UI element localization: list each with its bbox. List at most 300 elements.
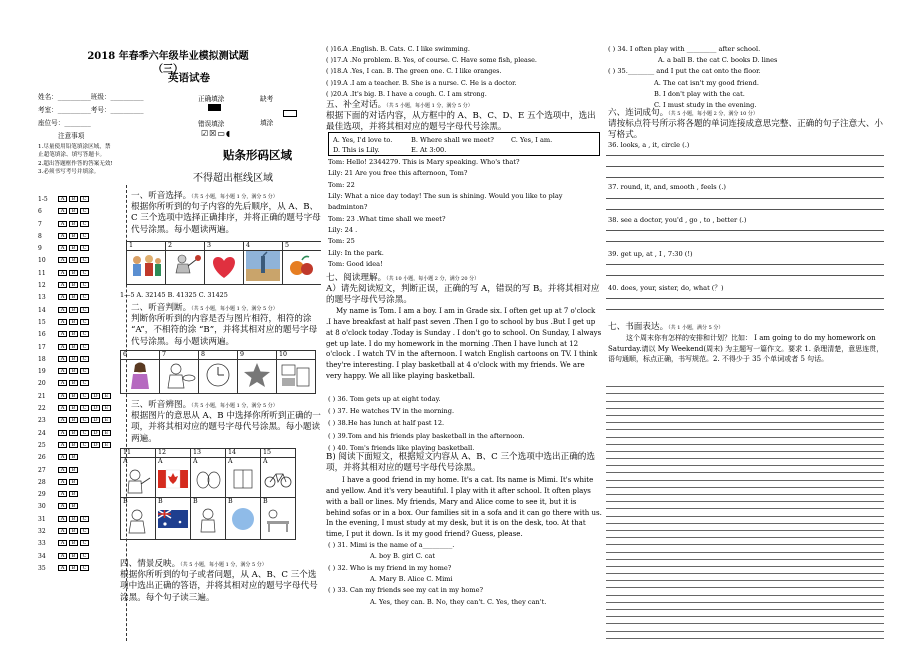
answer-bubble[interactable]: B [69,565,78,571]
answer-bubble[interactable]: A [58,368,67,374]
writing-section [608,321,884,364]
answer-bubble[interactable]: B [69,467,78,473]
answer-row [38,230,113,242]
essay-line[interactable] [606,459,884,466]
question-item[interactable]: ( ) 39.Tom and his friends play basketball in the afternoon. [328,431,525,440]
answer-bubble[interactable]: B [69,294,78,300]
answer-bubble[interactable]: B [69,503,78,509]
answer-bubble[interactable]: A [58,380,67,386]
answer-bubble[interactable]: A [58,294,67,300]
answer-bubble[interactable]: B [69,257,78,263]
listening-section-4 [120,559,320,604]
essay-line[interactable] [606,617,884,624]
section-score: （共 5 小题，每小题 1 分，满分 5 分） [191,306,278,312]
essay-line[interactable] [606,416,884,423]
picture-table-2 [120,350,316,394]
note-item: 2.超出答题框作答的答案无效! [38,160,113,167]
question-number: 29 [38,491,46,499]
question-number: 21 [38,392,46,400]
answer-bubble[interactable]: B [69,479,78,485]
writing-panel [606,40,884,646]
answer-row [38,205,113,217]
answer-bubble[interactable]: E [102,442,111,448]
essay-line[interactable] [606,502,884,509]
answer-row [38,291,113,303]
reading-panel [326,40,602,646]
pic-num: 11 [121,449,156,458]
answer-bubble[interactable]: C [80,257,89,263]
answer-bubble[interactable]: B [69,380,78,386]
answer-bubble[interactable]: A [58,540,67,546]
question-number: 32 [38,528,46,536]
pic-num: 13 [191,449,226,458]
essay-line[interactable] [606,394,884,401]
no-cross-warning: 不得超出框线区域 [193,173,273,184]
essay-line[interactable] [606,423,884,430]
section-score: （共 5 小题，每小题 1 分，满分 5 分） [191,403,278,409]
dialog-lines [328,157,600,270]
section-score: （共 1 小题，满分 5 分） [668,325,724,331]
essay-line[interactable] [606,610,884,617]
dialog-line: Tom: Good idea! [328,259,383,268]
pic-num: 7 [160,351,199,360]
question-number: 9 [38,245,42,253]
question-item[interactable]: ( ) 33. Can my friends see my cat in my home? [328,586,484,595]
essay-line[interactable] [606,624,884,631]
answer-bubble[interactable]: C [80,417,89,423]
essay-line[interactable] [606,567,884,574]
exam-room-field[interactable]: 考室：__________考号：__________ [38,106,144,114]
question-number: 16 [38,331,46,339]
picture-cook [160,360,199,394]
answer-bubble[interactable]: C [80,368,89,374]
essay-line[interactable] [606,603,884,610]
answer-bubble[interactable]: A [58,479,67,485]
answer-line[interactable] [606,209,884,210]
answer-bubble[interactable]: B [69,307,78,313]
answer-row [38,414,113,426]
answer-row [38,464,113,476]
answer-bubble[interactable]: C [80,319,89,325]
reading-a-questions [328,393,525,454]
subject-title: 英语试卷 [168,72,210,84]
answer-bubble[interactable]: B [69,430,78,436]
answer-bubble[interactable]: A [58,442,67,448]
absent-label: 缺考 [260,95,274,103]
answer-bubble[interactable]: C [80,208,89,214]
picture-player [166,251,205,285]
answer-bubble[interactable]: A [58,553,67,559]
option-e: E. At 3:00. [411,146,447,155]
section-title: 五、补全对话。 [326,100,387,110]
question-item[interactable]: ( ) 37. He watches TV in the morning. [328,407,455,416]
question-options: A. Yes, they can. B. No, they can't. C. Yes, they can't. [370,597,547,606]
answer-bubble[interactable]: C [80,528,89,534]
answer-bubble[interactable]: C [80,270,89,276]
answer-line[interactable] [606,166,884,167]
answer-bubble[interactable]: C [80,307,89,313]
essay-line[interactable] [606,430,884,437]
answer-bubble[interactable]: B [69,319,78,325]
pic-num: 3 [205,242,244,251]
essay-line[interactable] [606,581,884,588]
answer-bubble[interactable]: B [69,270,78,276]
answer-bubble[interactable]: A [58,430,67,436]
answer-line[interactable] [606,298,884,299]
question-number: 8 [38,232,42,240]
answer-bubble[interactable]: C [80,344,89,350]
pic-num: 1 [127,242,166,251]
pic-num: 6 [121,351,160,360]
question-item[interactable]: ( ) 38.He has lunch at half past 12. [328,419,445,428]
section-title: 三、听音辨图。 [131,400,192,410]
answer-row [38,328,113,340]
question-number: 20 [38,380,46,388]
answer-bubble[interactable]: A [58,356,67,362]
section-desc: A）请先阅读短文，判断正误，正确的写 A，错误的写 B。并将其相对应的题号字母代号涂黑。 [326,284,600,306]
answer-row [38,537,113,549]
question-item[interactable]: ( )16.A .English. B. Cats. C. I like swimming. [326,45,470,53]
section-title: 二、听音判断。 [131,303,192,313]
pic-num: 2 [166,242,205,251]
passage-b: I have a good friend in my home. It's a cat. Its name is Mimi. It's white and yellow. And it's very beautiful. I play with it after school. It often plays with a ball or lines. My friends, Mary and Alice come to see it, but it is behind sofas or in a box. Our families sit in a sofa and it can go there with us. In the evening, I must study at my desk, but it is on the desk, too. At that time, I put it down. Is it my good friend? Guess, please. [326,476,602,539]
answer-bubble[interactable]: C [80,540,89,546]
answer-bubble[interactable]: A [58,344,67,350]
answer-row [38,476,113,488]
essay-line[interactable] [606,517,884,524]
essay-line[interactable] [606,553,884,560]
answer-bubble[interactable]: C [80,516,89,522]
section-title: 七、阅读理解。 [326,273,387,283]
essay-line[interactable] [606,380,884,387]
essay-line[interactable] [606,531,884,538]
answer-bubble[interactable]: C [80,405,89,411]
notes-list [38,143,116,177]
answer-bubble[interactable]: C [80,430,89,436]
answer-bubble[interactable]: B [69,454,78,460]
section-score: （共 5 小题，每小题 1 分，满分 5 分） [180,562,267,568]
answer-row [38,353,113,365]
essay-line[interactable] [606,495,884,502]
answer-bubble[interactable]: A [58,196,67,202]
answer-bubble[interactable]: A [58,221,67,227]
answer-bubble[interactable]: B [69,553,78,559]
essay-line[interactable] [606,409,884,416]
question-options: A. boy B. girl C. cat [370,552,435,561]
pic-num: 9 [238,351,277,360]
correct-fill-label: 正确填涂 [198,95,225,103]
answer-bubble[interactable]: B [69,540,78,546]
answer-bubble[interactable]: B [69,405,78,411]
question-option: B. I don't play with the cat. [654,89,745,98]
answer-bubble[interactable]: C [80,221,89,227]
essay-line[interactable] [606,574,884,581]
section-desc: 判断你所听到的内容是否与图片相符，相符的涂 “A”，不相符的涂 “B”，并将其相对应的题号字母代号涂黑。每小题读两遍。 [131,314,318,347]
answer-bubble[interactable]: B [69,344,78,350]
question-number: 17 [38,343,46,351]
answer-bubble[interactable]: C [80,356,89,362]
dialog-section [326,100,602,134]
answer-bubble[interactable]: E [102,405,111,411]
answer-bubble[interactable]: C [80,233,89,239]
answer-bubble[interactable]: A [58,417,67,423]
answer-row [38,267,113,279]
answer-line[interactable] [606,275,884,276]
answer-row [38,390,113,402]
bubble-column [38,193,113,574]
question-number: 33 [38,540,46,548]
picture-fruit [283,251,322,285]
answer-bubble[interactable]: A [58,491,67,497]
question-number: 12 [38,282,46,290]
answer-bubble[interactable]: A [58,528,67,534]
answer-row [38,365,113,377]
dialog-line: Tom: Hello! 2344279. This is Mary speaking. Who's that? [328,158,520,166]
question-options: A. Mary B. Alice C. Mimi [370,574,453,583]
answer-bubble[interactable]: C [80,565,89,571]
option-a-cell: A [121,458,156,498]
picture-room [277,360,316,394]
answer-row [38,193,113,205]
answer-bubble[interactable]: D [91,393,100,399]
essay-line[interactable] [606,466,884,473]
reading-b-questions [328,540,546,608]
australia-flag-icon: B [156,498,191,540]
answer-bubble[interactable]: B [69,368,78,374]
answer-line[interactable] [606,241,884,242]
question-number: 24 [38,429,46,437]
question-item[interactable]: ( ) 34. I often play with _________ after school. [608,45,761,53]
essay-line[interactable] [606,588,884,595]
answer-bubble[interactable]: B [69,331,78,337]
answer-bubble[interactable]: D [91,417,100,423]
star-icon [238,360,277,394]
picture-window: A [226,458,261,498]
option-a: A. Yes, I'd love to. [333,136,393,144]
answer-row [38,377,113,389]
reading-section [326,273,602,307]
section-score: （共 5 小题，每小题 1 分，满分 5 分） [191,194,278,200]
answer-bubble[interactable]: A [58,245,67,251]
question-number: 23 [38,417,46,425]
answer-row [38,500,113,512]
seat-field[interactable]: 座位号：________ [38,119,91,127]
essay-line[interactable] [606,473,884,480]
answer-bubble[interactable]: A [58,331,67,337]
answer-bubble[interactable]: B [69,208,78,214]
answer-bubble[interactable]: D [91,430,100,436]
answer-row [38,242,113,254]
essay-line[interactable] [606,632,884,639]
essay-line[interactable] [606,509,884,516]
answer-bubble[interactable]: B [69,245,78,251]
option-b: B. Where shall we meet? [411,136,494,144]
answer-bubble[interactable]: A [58,405,67,411]
question-item[interactable]: ( )18.A .Yes, I can. B. The green one. C. I like oranges. [326,67,502,76]
answer-bubble[interactable]: E [102,393,111,399]
section-desc: 根据你所听到的句子或者问题，从 A、B、C 三个选项中选出正确的答语，并将其相对应的题号字母代号涂黑。每个句子读三遍。 [120,570,318,603]
answer-bubble[interactable]: A [58,454,67,460]
section-score: （共 5 小题，每小题 2 分，满分 10 分） [668,111,758,117]
answer-bubble[interactable]: C [80,294,89,300]
answer-bubble[interactable]: C [80,553,89,559]
listening-section-3 [131,400,321,445]
section-title: 四、情景反映。 [120,559,181,569]
pic-num: 5 [283,242,322,251]
answer-bubble[interactable]: A [58,270,67,276]
question-number: 25 [38,441,46,449]
wrong-fill-sample-icon: ☑☒▭◖ [201,129,232,138]
essay-line[interactable] [606,538,884,545]
question-number: 22 [38,405,46,413]
dialog-line: Tom: 23 .What time shall we meet? [328,214,446,223]
question-number: 30 [38,503,46,511]
question-item[interactable]: ( ) 40. Tom's friends like playing basketball. [328,443,475,452]
answer-bubble[interactable]: A [58,503,67,509]
answer-row [38,427,113,439]
answer-bubble[interactable]: C [80,380,89,386]
answer-bubble[interactable]: A [58,233,67,239]
word-item: 36. looks, a , it, circle (.) [608,141,690,149]
essay-line[interactable] [606,596,884,603]
answer-bubble[interactable]: A [58,516,67,522]
listening-section-1 [131,191,321,236]
option-d: D. This is Lily. [333,146,380,155]
essay-line[interactable] [606,481,884,488]
order-choices: 1—5 A. 32145 B. 41325 C. 31425 [120,291,228,299]
notes-title: 注意事项 [58,132,85,140]
option-b-cell: B [121,498,156,540]
answer-bubble[interactable]: A [58,319,67,325]
essay-line[interactable] [606,488,884,495]
answer-bubble[interactable]: B [69,528,78,534]
picture-woman [121,360,160,394]
wrong-fill-label: 错误填涂 [198,120,225,128]
essay-line[interactable] [606,438,884,445]
question-item[interactable]: ( ) 32. Who is my friend in my home? [328,563,452,572]
question-number: 18 [38,355,46,363]
word-item: 40. does, your, sister, do, what (？) [608,284,724,292]
answer-line[interactable] [606,155,884,156]
pic-num: 15 [261,449,296,458]
answer-line[interactable] [606,264,884,265]
answer-row [38,316,113,328]
note-item: 1.尽量使用铅笔填涂区域，禁止超笔填涂、填写答题卡。 [38,144,111,159]
clock-icon [199,360,238,394]
answer-row [38,513,113,525]
question-number: 6 [38,208,42,216]
absent-checkbox[interactable] [283,110,297,117]
section-title: 七、书面表达。 [608,322,669,332]
passage-a: My name is Tom. I am a boy. I am in Grade six. I often get up at 7 o'clock .I have breakfast at half past seven .Then I go to school by bus .But I get up at 8 o'clock today .Today is Sunday . I don't go to school. On Sunday, I always get up late. I do my homework in the morning .Then I have lunch at 12 o'clock . I watch TV in the afternoon. I watch English cartoons on TV. I think they're interesting. I play basketball at 4 o'clock with my friends. We are very happy. We all like playing basketball. [326,307,602,381]
answer-bubble[interactable]: D [91,442,100,448]
essay-line[interactable] [606,545,884,552]
answer-bubble[interactable]: D [91,405,100,411]
question-number: 34 [38,552,46,560]
dialog-line: Tom: 25 [328,237,355,246]
question-number: 1-5 [38,196,48,203]
canada-flag-icon: A [156,458,191,498]
q34-35 [608,44,777,111]
picture-desk: B [261,498,296,540]
answer-bubble[interactable]: A [58,282,67,288]
answer-bubble[interactable]: E [102,417,111,423]
section-desc: 根据图片的意思从 A、B 中选择你所听到正确的一项，并将其相对应的题号字母代号涂黑。每小题读两遍。 [131,411,321,444]
answer-line[interactable] [606,309,884,310]
picture-statue [244,251,283,285]
option-c: C. Yes, I am. [511,136,553,144]
answer-bubble[interactable]: A [58,257,67,263]
answer-bubble[interactable]: B [69,233,78,239]
essay-line[interactable] [606,560,884,567]
essay-line[interactable] [606,387,884,394]
essay-area[interactable] [606,380,884,639]
answer-row [38,550,113,562]
word-item: 38. see a doctor, you'd , go , to , better (.) [608,216,747,224]
name-class-field[interactable]: 姓名：__________班级：__________ [38,93,144,101]
answer-line[interactable] [606,198,884,199]
note-item: 3.必须书写考号并填涂。 [38,169,100,176]
answer-bubble[interactable]: B [69,221,78,227]
answer-bubble[interactable]: B [69,516,78,522]
answer-bubble[interactable]: B [69,442,78,448]
answer-bubble[interactable]: C [80,245,89,251]
question-item[interactable]: ( ) 31. Mimi is the name of a_________. [328,541,455,549]
answer-line[interactable] [606,177,884,178]
listening-section-2 [131,303,321,348]
question-number: 14 [38,306,46,314]
essay-line[interactable] [606,524,884,531]
answer-bubble[interactable]: C [80,393,89,399]
question-item[interactable]: ( )19.A .I am a teacher. B. She is a nurse. C. He is a doctor. [326,78,517,87]
question-item[interactable]: ( ) 36. Tom gets up at eight today. [328,395,441,403]
answer-bubble[interactable]: C [80,442,89,448]
section-desc: 请按标点符号所示将各题的单词连接成意思完整、正确的句子注意大、小写格式。 [608,119,884,141]
answer-row [38,525,113,537]
word-order-section [608,108,884,142]
question-item[interactable]: ( ) 35.________ and I put the cat onto the floor. [608,67,761,76]
answer-bubble[interactable]: C [80,282,89,288]
answer-bubble[interactable]: A [58,208,67,214]
picture-hands: A [191,458,226,498]
answer-bubble[interactable]: C [80,331,89,337]
answer-bubble[interactable]: A [58,467,67,473]
answer-line[interactable] [606,230,884,231]
answer-bubble[interactable]: E [102,430,111,436]
page-title: 2018 年春季六年级毕业模拟测试题（三） [87,51,249,75]
essay-line[interactable] [606,445,884,452]
answer-row [38,562,113,574]
answer-row [38,488,113,500]
answer-bubble[interactable]: C [80,196,89,202]
essay-line[interactable] [606,402,884,409]
question-item[interactable]: ( )20.A .It's big. B. I have a cough. C. I am strong. [326,89,487,98]
answer-bubble[interactable]: B [69,491,78,497]
question-item[interactable]: ( )17.A .No problem. B. Yes, of course. C. Have some fish, please. [326,56,537,65]
answer-bubble[interactable]: B [69,356,78,362]
question-number: 27 [38,466,46,474]
answer-bubble[interactable]: B [69,282,78,288]
answer-bubble[interactable]: B [69,393,78,399]
answer-bubble[interactable]: A [58,307,67,313]
answer-bubble[interactable]: B [69,196,78,202]
answer-bubble[interactable]: A [58,565,67,571]
barcode-area: 贴条形码区域 [223,148,292,162]
answer-row [38,341,113,353]
essay-line[interactable] [606,452,884,459]
answer-bubble[interactable]: B [69,417,78,423]
answer-bubble[interactable]: A [58,393,67,399]
